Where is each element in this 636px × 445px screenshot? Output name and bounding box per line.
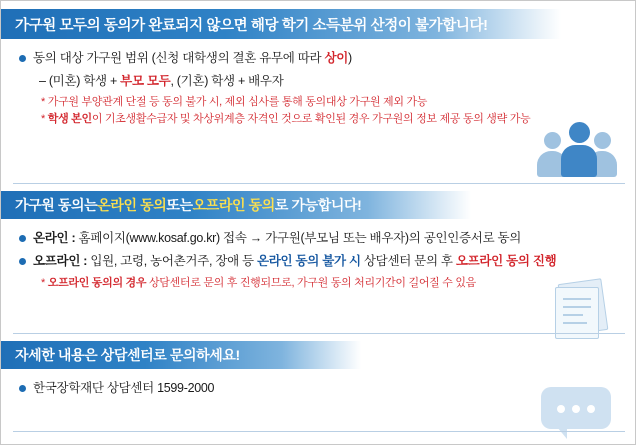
- note-text: * 가구원 부양관계 단절 등 동의 불가 시, 제외 심사를 통해 동의대상 가구원 제외 가능: [41, 95, 428, 108]
- bullet-dot-icon: [19, 235, 26, 242]
- chat-bubble-tail: [557, 427, 567, 439]
- banner-consent-methods: [1, 191, 471, 219]
- banner-2-pre: 가구원 동의는: [15, 197, 98, 213]
- sub-item-part-a: – (미혼) 학생 +: [39, 73, 121, 88]
- note-rest: 상담센터로 문의 후 진행되므로, 가구원 동의 처리기간이 길어질 수 있음: [146, 276, 476, 289]
- bullet-text: [33, 229, 621, 248]
- note-prefix: *: [41, 276, 48, 289]
- banner-1-text: 가구원 모두의 동의가 완료되지 않으면 해당 학기 소득분위 산정이 불가합니다!: [15, 17, 488, 34]
- banner-2-highlight-online: 온라인 동의: [97, 197, 167, 213]
- documents-icon: [551, 281, 613, 337]
- bullet-text-post: ): [348, 51, 352, 65]
- sub-item-part-c: , (기혼) 학생 + 배우자: [170, 73, 284, 88]
- divider-2: [13, 333, 625, 334]
- divider-3: [13, 431, 625, 432]
- banner-consent-required: [1, 9, 561, 39]
- offline-highlight-unavailable: 온라인 동의 불가 시: [257, 253, 361, 268]
- list-item: [15, 49, 621, 68]
- offline-part-c: 상담센터 문의 후: [360, 253, 456, 268]
- list-item: [15, 252, 621, 271]
- document-line: [563, 314, 583, 316]
- note-exclusion-review: [41, 94, 621, 111]
- person-head: [569, 122, 590, 143]
- document-line: [563, 306, 591, 308]
- online-text: 홈페이지(www.kosaf.go.kr) 접속 → 가구원(부모님 또는 배우자)의 공인인증서로 동의: [78, 231, 522, 245]
- section-consent-scope: [15, 49, 621, 129]
- note-prefix: *: [41, 113, 48, 125]
- person-head: [544, 132, 561, 149]
- banner-contact-center: [1, 341, 361, 369]
- divider-1: [13, 183, 625, 184]
- list-item: [15, 379, 621, 398]
- online-label: 온라인 :: [33, 231, 79, 245]
- banner-2-highlight-offline: 오프라인 동의: [192, 197, 275, 213]
- bullet-text-highlight: 상이: [324, 51, 349, 65]
- list-item: [15, 229, 621, 248]
- offline-highlight-proceed: 오프라인 동의 진행: [455, 253, 557, 268]
- section-consent-methods-detail: [15, 229, 621, 292]
- banner-3-text: 자세한 내용은 상담센터로 문의하세요!: [15, 347, 240, 363]
- note-rest: 이 기초생활수급자 및 차상위계층 자격인 것으로 확인된 경우 가구원의 정보 제공 동의 생략 가능: [91, 113, 531, 125]
- banner-2-mid: 또는: [166, 197, 193, 213]
- person-body: [561, 145, 597, 177]
- section-contact-info: [15, 379, 621, 402]
- sub-item-highlight: 부모 모두: [120, 73, 171, 88]
- document-front-sheet: [555, 287, 599, 339]
- note-basic-livelihood: [41, 111, 621, 128]
- offline-part-a: 입원, 고령, 농어촌거주, 장애 등: [90, 253, 257, 268]
- banner-2-post: 로 가능합니다!: [274, 197, 362, 213]
- note-offline-duration: [41, 275, 621, 292]
- chat-dot: [572, 405, 580, 413]
- bullet-dot-icon: [19, 55, 26, 62]
- bullet-dot-icon: [19, 385, 26, 392]
- chat-dot: [557, 405, 565, 413]
- person-center-icon: [561, 122, 597, 177]
- document-line: [563, 322, 587, 324]
- sub-item-marital-status: [39, 72, 621, 91]
- document-line: [563, 298, 591, 300]
- note-highlight: 오프라인 동의의 경우: [47, 276, 147, 289]
- chat-dot: [587, 405, 595, 413]
- family-people-icon: [537, 119, 617, 177]
- contact-center-number: 한국장학재단 상담센터 1599-2000: [33, 381, 215, 395]
- bullet-dot-icon: [19, 258, 26, 265]
- bullet-text-pre: 동의 대상 가구원 범위 (신청 대학생의 결혼 유무에 따라: [33, 51, 325, 65]
- offline-label: 오프라인 :: [33, 253, 91, 268]
- bullet-text: [33, 252, 621, 271]
- bullet-text: [33, 49, 621, 68]
- note-highlight: 학생 본인: [47, 113, 92, 125]
